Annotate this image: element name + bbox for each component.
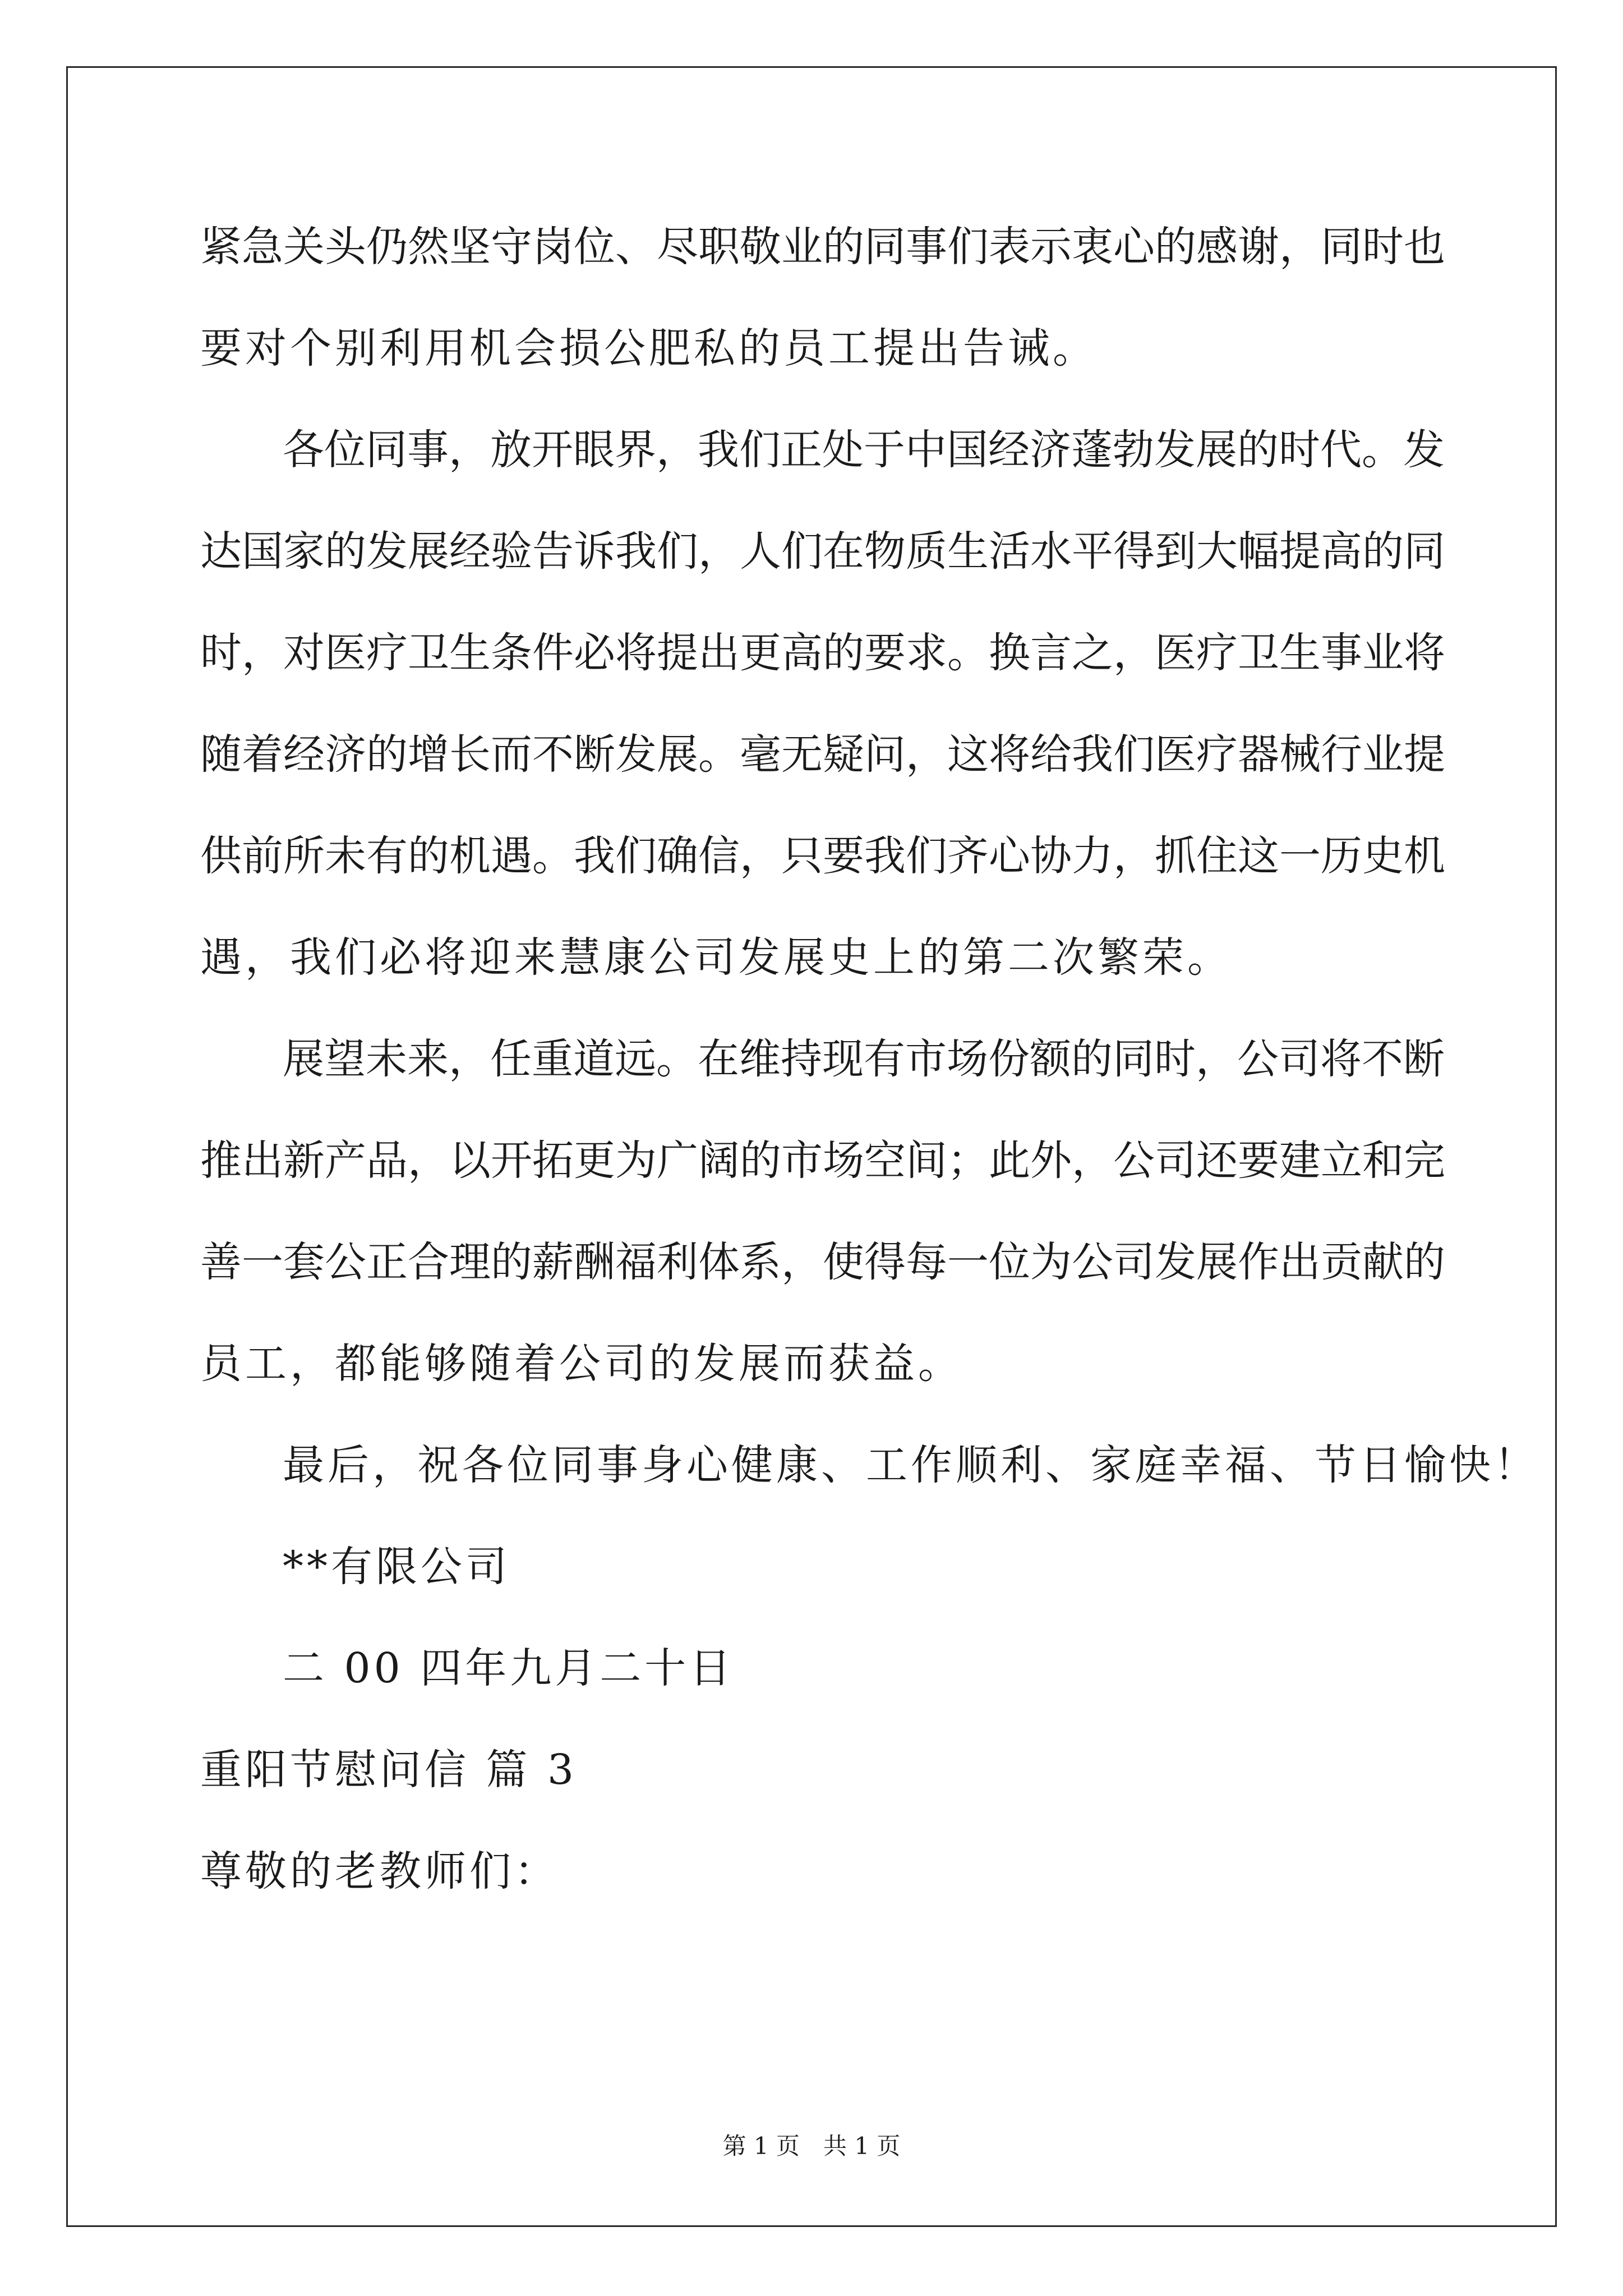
salutation: 尊敬的老教师们： bbox=[200, 1847, 559, 1895]
paragraph-line: 员工，都能够随着公司的发展而获益。 bbox=[200, 1340, 963, 1388]
paragraph-line: 达国家的发展经验告诉我们，人们在物质生活水平得到大幅提高的同 bbox=[200, 527, 1445, 576]
paragraph-line: 时，对医疗卫生条件必将提出更高的要求。换言之，医疗卫生事业将 bbox=[200, 629, 1445, 677]
paragraph-line: 展望未来，任重道远。在维持现有市场份额的同时，公司将不断 bbox=[283, 1035, 1445, 1083]
page-footer: 第 1 页 共 1 页 bbox=[722, 2132, 901, 2160]
letter-date: 二 00 四年九月二十日 bbox=[283, 1644, 735, 1692]
company-signature: **有限公司 bbox=[283, 1543, 510, 1591]
paragraph-line: 供前所未有的机遇。我们确信，只要我们齐心协力，抓住这一历史机 bbox=[200, 832, 1445, 880]
paragraph-line: 善一套公正合理的薪酬福利体系，使得每一位为公司发展作出贡献的 bbox=[200, 1238, 1445, 1286]
paragraph-line: 各位同事，放开眼界，我们正处于中国经济蓬勃发展的时代。发 bbox=[283, 426, 1445, 474]
paragraph-line: 紧急关头仍然坚守岗位、尽职敬业的同事们表示衷心的感谢，同时也 bbox=[200, 223, 1445, 271]
paragraph-line: 随着经济的增长而不断发展。毫无疑问，这将给我们医疗器械行业提 bbox=[200, 730, 1445, 779]
closing-wishes: 最后，祝各位同事身心健康、工作顺利、家庭幸福、节日愉快！ bbox=[283, 1441, 1539, 1489]
paragraph-line: 要对个别利用机会损公肥私的员工提出告诫。 bbox=[200, 324, 1098, 372]
section-heading: 重阳节慰问信 篇 3 bbox=[200, 1746, 578, 1794]
paragraph-line: 遇，我们必将迎来慧康公司发展史上的第二次繁荣。 bbox=[200, 933, 1232, 982]
document-body bbox=[200, 213, 1539, 1939]
paragraph-line: 推出新产品，以开拓更为广阔的市场空间；此外，公司还要建立和完 bbox=[200, 1137, 1445, 1185]
